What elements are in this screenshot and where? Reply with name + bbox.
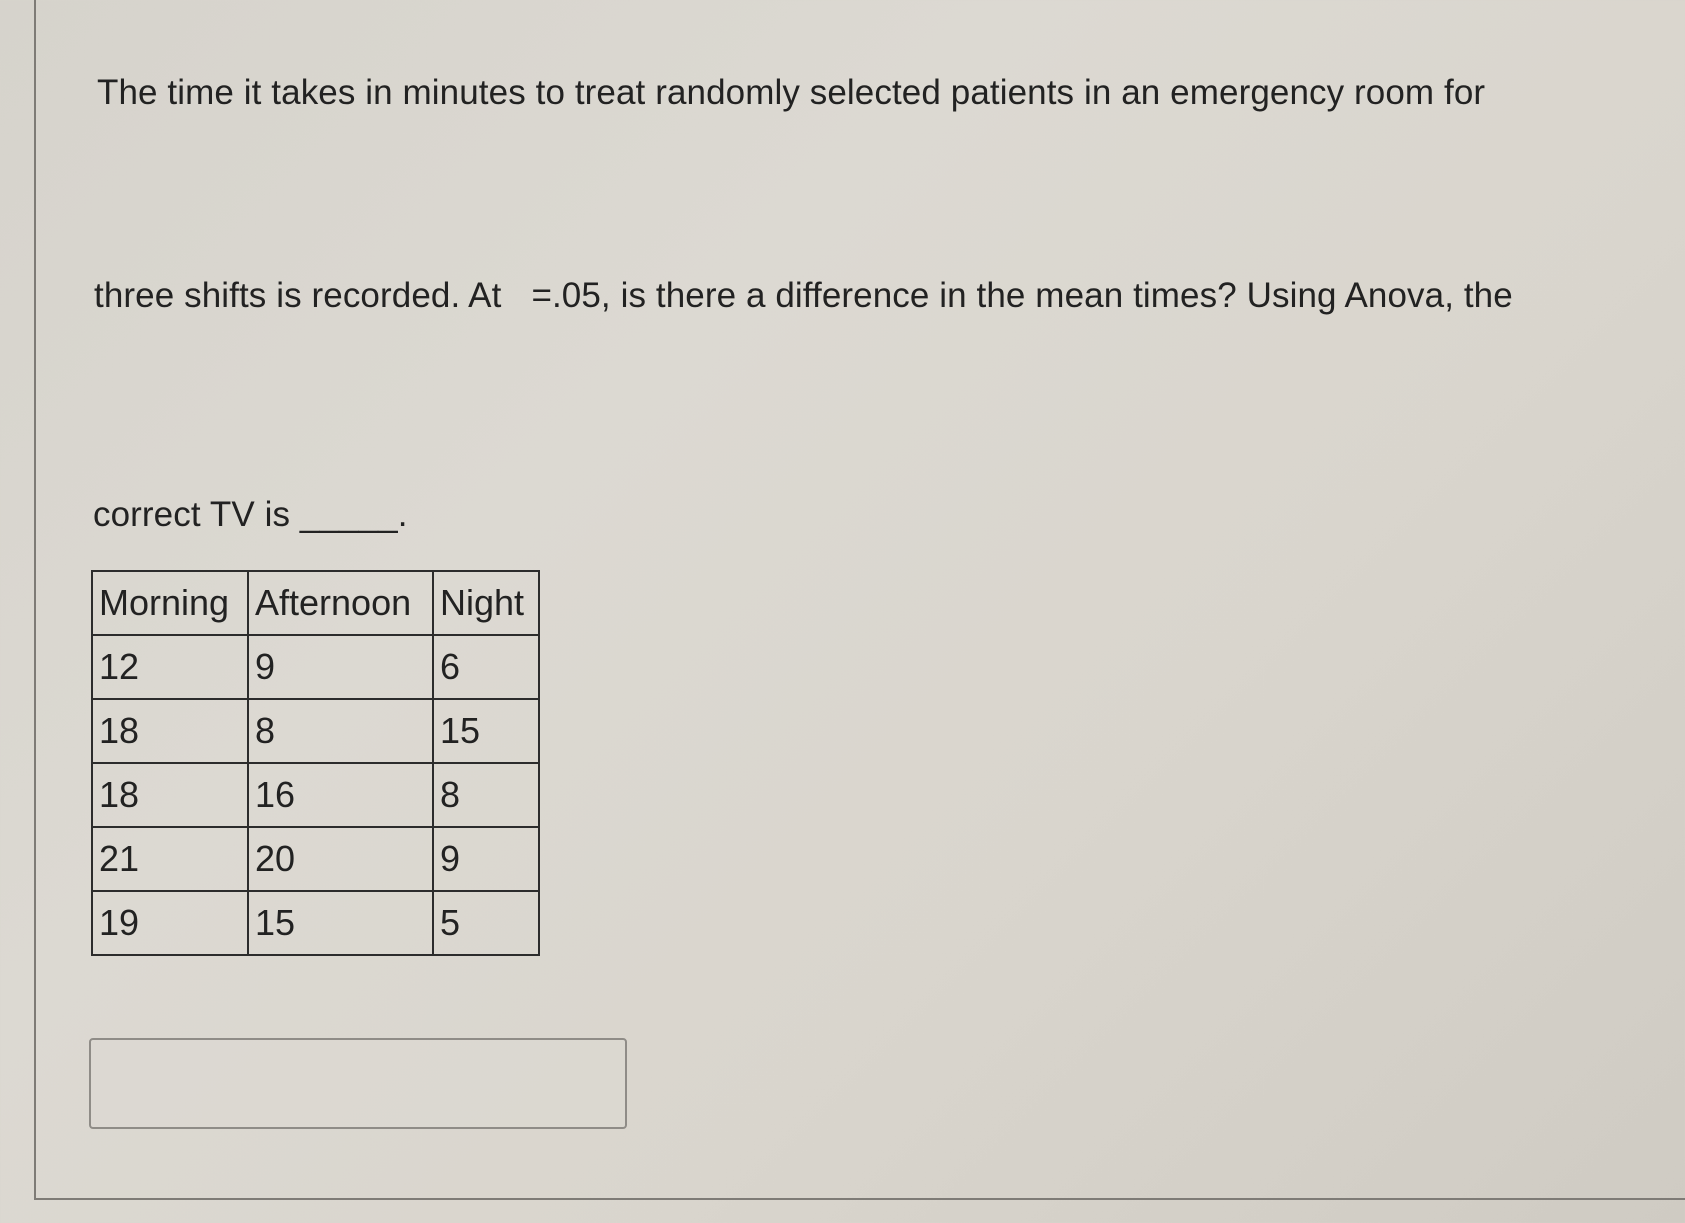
question-text-line-3: correct TV is _____. <box>93 495 408 534</box>
table-row <box>92 699 539 763</box>
table-cell: 18 <box>92 763 248 827</box>
table-cell: 6 <box>433 635 539 699</box>
table-row <box>92 827 539 891</box>
table-row <box>92 635 539 699</box>
table-cell: 12 <box>92 635 248 699</box>
table-cell: 15 <box>433 699 539 763</box>
table-cell: 9 <box>248 635 433 699</box>
table-cell: 8 <box>248 699 433 763</box>
table-cell: 16 <box>248 763 433 827</box>
question-text-line-2 <box>94 278 1513 313</box>
table-cell: 19 <box>92 891 248 955</box>
table-cell: 15 <box>248 891 433 955</box>
header-night: Night <box>433 571 539 635</box>
table-cell: 5 <box>433 891 539 955</box>
table-cell: 20 <box>248 827 433 891</box>
answer-input[interactable] <box>89 1038 627 1129</box>
question-text-line-1: The time it takes in minutes to treat randomly selected patients in an emergency room for <box>97 73 1486 112</box>
table-row <box>92 763 539 827</box>
question-text-line-2-after: =.05, is there a difference in the mean times? Using Anova, the <box>531 276 1513 315</box>
table-header-row <box>92 571 539 635</box>
shift-times-table <box>91 570 540 956</box>
table-row <box>92 891 539 955</box>
table-cell: 8 <box>433 763 539 827</box>
table-cell: 18 <box>92 699 248 763</box>
header-afternoon: Afternoon <box>248 571 433 635</box>
table-cell: 9 <box>433 827 539 891</box>
table-cell: 21 <box>92 827 248 891</box>
header-morning: Morning <box>92 571 248 635</box>
question-text-line-2-before: three shifts is recorded. At <box>94 276 502 315</box>
